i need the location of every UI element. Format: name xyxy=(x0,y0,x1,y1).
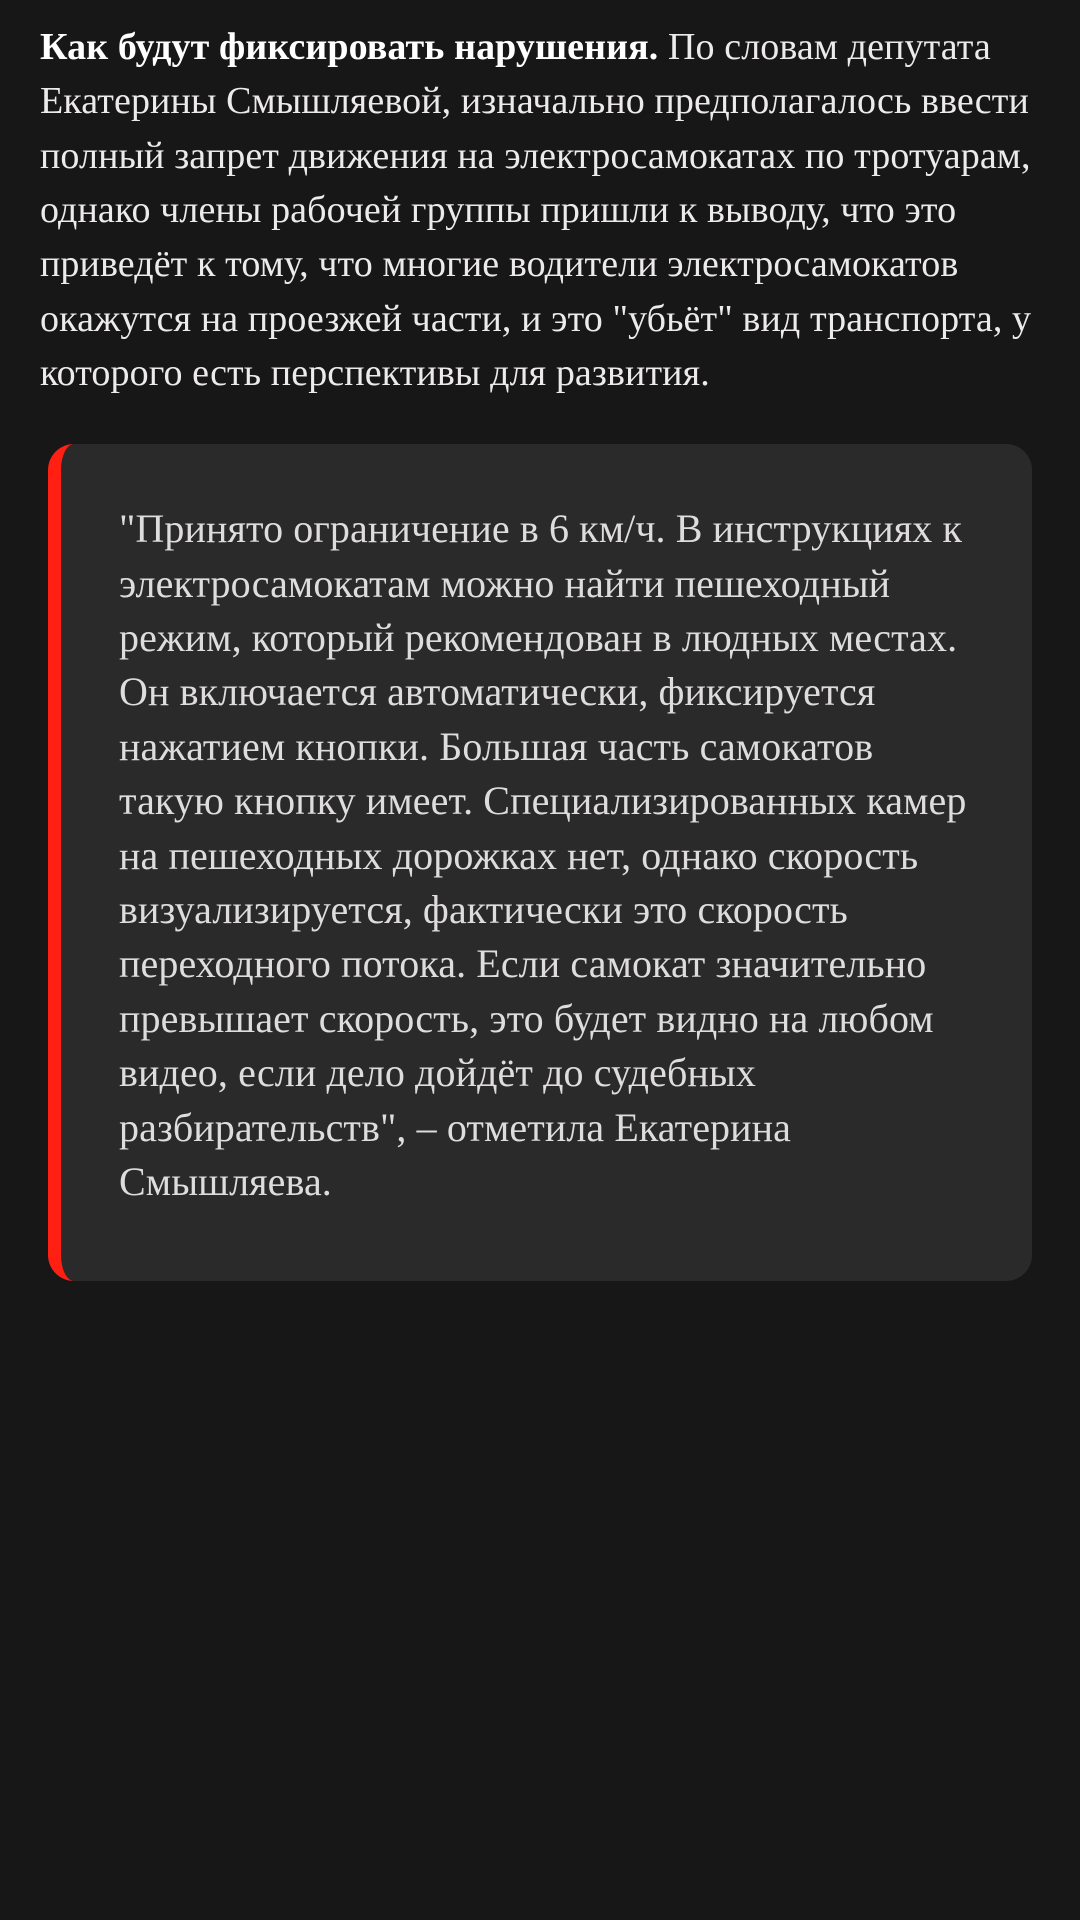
pull-quote-text: "Принято ограничение в 6 км/ч. В инструкциях к электросамокатам можно найти пешеходный режим, который рекомендован в людных местах. Он включается автоматически, фиксируется нажатием кнопки. Большая часть самокатов такую кнопку имеет. Специализированных камер на пешеходных дорожках нет, однако скорость визуализируется, фактически это скорость переходного потока. Если самокат значительно превышает скорость, это будет видно на любом видео, если дело дойдёт до судебных разбирательств", – отметила Екатерина Смышляева. xyxy=(119,506,967,1204)
paragraph-body: По словам депутата Екатерины Смышляевой, изначально предполагалось ввести полный запрет движения на электросамокатах по тротуарам, однако члены рабочей группы пришли к выводу, что это приведёт к тому, что многие водители электросамокатов окажутся на проезжей части, и это "убьёт" вид транспорта, у которого есть перспективы для развития. xyxy=(40,26,1032,394)
pull-quote-block xyxy=(48,444,1032,1281)
article-paragraph xyxy=(40,20,1040,400)
paragraph-lead-in: Как будут фиксировать нарушения. xyxy=(40,26,659,68)
